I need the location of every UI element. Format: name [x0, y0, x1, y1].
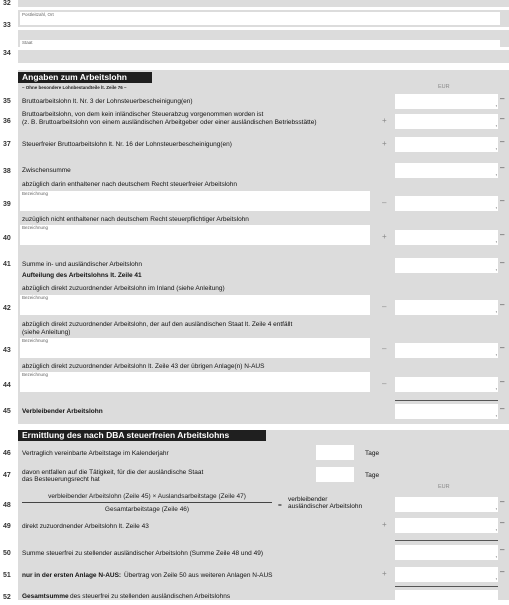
line-number: 47 — [3, 472, 11, 479]
row-heading: nur in der ersten Anlage N-AUS: — [22, 572, 122, 579]
line-number: 35 — [3, 98, 11, 105]
dash: – — [500, 497, 505, 506]
amount-field[interactable]: , — [395, 114, 498, 129]
amount-field[interactable]: , — [395, 163, 498, 178]
amount-field[interactable]: , — [395, 137, 498, 152]
minus-sign: – — [382, 344, 387, 353]
row-text: direkt zuzuordnender Arbeitslohn lt. Zeile 43 — [22, 523, 149, 530]
unit-label: Tage — [365, 472, 380, 479]
row-text: abzüglich direkt zuzuordnender Arbeitslohn im Inland (siehe Anleitung) — [22, 285, 225, 292]
amount-field[interactable]: , — [395, 300, 498, 315]
field-label: Postleitzahl, Ort — [22, 12, 54, 17]
line-number: 42 — [3, 305, 11, 312]
dash: – — [500, 567, 505, 576]
dash: – — [500, 545, 505, 554]
row-text: abzüglich direkt zuzuordnender Arbeitslohn lt. Zeile 43 der übrigen Anlage(n) N-AUS — [22, 363, 265, 370]
line-number: 43 — [3, 347, 11, 354]
dash: – — [500, 94, 505, 103]
line-number: 41 — [3, 261, 11, 268]
row-text: abzüglich direkt zuzuordnender Arbeitslohn, der auf den ausländischen Staat lt. Zeile 4 entfällt — [22, 321, 293, 328]
amount-field[interactable]: , — [395, 196, 498, 211]
description-field[interactable] — [20, 372, 370, 392]
sum-rule — [395, 540, 498, 541]
dash: – — [500, 404, 505, 413]
postal-code-city-field[interactable] — [20, 12, 500, 25]
country-field[interactable] — [20, 40, 500, 48]
row-text: davon entfallen auf die Tätigkeit, für die der ausländische Staat — [22, 469, 204, 476]
row-text: Verbleibender Arbeitslohn — [22, 408, 103, 415]
line-number: 33 — [3, 22, 11, 29]
dash: – — [500, 196, 505, 205]
row-text: verbleibender — [288, 496, 328, 503]
line-number: 32 — [3, 0, 11, 7]
separator — [18, 63, 509, 70]
amount-field[interactable]: , — [395, 497, 498, 512]
line-number: 37 — [3, 141, 11, 148]
separator — [18, 27, 509, 30]
section-subtitle: – Ohne besondere Lohnbestandteile lt. Zeile 76 – — [22, 85, 127, 90]
line-number: 34 — [3, 50, 11, 57]
row-text: ausländischer Arbeitslohn — [288, 503, 363, 510]
row-text: Summe steuerfrei zu stellender ausländischer Arbeitslohn (Summe Zeile 48 und 49) — [22, 550, 263, 557]
plus-sign: + — [382, 569, 387, 578]
dash: – — [500, 114, 505, 123]
line-number: 36 — [3, 118, 11, 125]
line-number: 52 — [3, 594, 11, 601]
field-label: Bezeichnung — [22, 338, 49, 343]
row-text: Bruttoarbeitslohn, von dem kein inländischer Steuerabzug vorgenommen worden ist — [22, 111, 264, 118]
description-field[interactable] — [20, 225, 370, 245]
line-number: 40 — [3, 235, 11, 242]
line-number: 45 — [3, 408, 11, 415]
dash: – — [500, 230, 505, 239]
dash: – — [500, 258, 505, 267]
row-text: (z. B. Bruttoarbeitslohn von einem ausländischen Arbeitgeber oder einer ausländischen Betriebsstätte) — [22, 119, 317, 126]
minus-sign: – — [382, 302, 387, 311]
row-text: zuzüglich nicht enthaltener nach deutschem Recht steuerpflichtiger Arbeitslohn — [22, 216, 249, 223]
section-title: Ermittlung des nach DBA steuerfreien Arbeitslohns — [18, 430, 266, 441]
row-text: Zwischensumme — [22, 167, 71, 174]
field-label: Bezeichnung — [22, 191, 49, 196]
row-text: (siehe Anleitung) — [22, 329, 71, 336]
field-label: Bezeichnung — [22, 225, 49, 230]
line-number: 48 — [3, 502, 11, 509]
plus-sign: + — [382, 520, 387, 529]
sum-rule — [395, 586, 498, 587]
amount-field[interactable]: , — [395, 94, 498, 109]
row-text: Steuerfreier Bruttoarbeitslohn lt. Nr. 16 der Lohnsteuerbescheinigung(en) — [22, 141, 232, 148]
row-text: Übertrag von Zeile 50 aus weiteren Anlagen N-AUS — [124, 572, 273, 579]
equals-sign: = — [278, 502, 282, 509]
section-title: Angaben zum Arbeitslohn — [18, 72, 152, 83]
description-field[interactable] — [20, 338, 370, 358]
row-text: Bruttoarbeitslohn lt. Nr. 3 der Lohnsteuerbescheinigung(en) — [22, 98, 193, 105]
line-number: 44 — [3, 382, 11, 389]
amount-field[interactable]: , — [395, 343, 498, 358]
dash: – — [500, 300, 505, 309]
field-label: Staat — [22, 40, 33, 45]
line-number: 50 — [3, 550, 11, 557]
plus-sign: + — [382, 139, 387, 148]
sum-rule — [395, 400, 498, 401]
minus-sign: – — [382, 379, 387, 388]
dash: – — [500, 163, 505, 172]
line-number: 49 — [3, 523, 11, 530]
currency-label: EUR — [438, 484, 450, 490]
minus-sign: – — [382, 198, 387, 207]
row-text: das Besteuerungsrecht hat — [22, 476, 100, 483]
plus-sign: + — [382, 116, 387, 125]
amount-field[interactable]: , — [395, 404, 498, 419]
amount-field[interactable]: , — [395, 230, 498, 245]
line-number: 38 — [3, 168, 11, 175]
dash: – — [500, 518, 505, 527]
formula-denominator: Gesamtarbeitstage (Zeile 46) — [104, 506, 190, 513]
row-text: Vertraglich vereinbarte Arbeitstage im Kalenderjahr — [22, 450, 169, 457]
amount-field[interactable]: , — [395, 377, 498, 392]
amount-field[interactable]: , — [395, 545, 498, 560]
amount-field[interactable] — [395, 590, 498, 605]
row-text: Summe in- und ausländischer Arbeitslohn — [22, 261, 142, 268]
row-text: abzüglich darin enthaltener nach deutschem Recht steuerfreier Arbeitslohn — [22, 181, 237, 188]
row-heading: Aufteilung des Arbeitslohns lt. Zeile 41 — [22, 272, 142, 279]
field-label: Bezeichnung — [22, 295, 49, 300]
dash: – — [500, 137, 505, 146]
description-field[interactable] — [20, 295, 370, 315]
row-heading: Gesamtsumme — [22, 593, 69, 600]
line-number: 39 — [3, 201, 11, 208]
formula — [22, 493, 272, 517]
line-number: 46 — [3, 450, 11, 457]
amount-field[interactable]: , — [395, 258, 498, 273]
unit-label: Tage — [365, 450, 380, 457]
days-field[interactable] — [316, 467, 354, 482]
dash: – — [500, 377, 505, 386]
days-field[interactable] — [316, 445, 354, 460]
field-label: Bezeichnung — [22, 372, 49, 377]
row-text: des steuerfrei zu stellenden ausländischen Arbeitslohns — [70, 593, 231, 600]
dash: – — [500, 343, 505, 352]
line-number: 51 — [3, 572, 11, 579]
description-field[interactable] — [20, 191, 370, 211]
plus-sign: + — [382, 232, 387, 241]
currency-label: EUR — [438, 84, 450, 90]
amount-field[interactable]: , — [395, 518, 498, 533]
amount-field[interactable]: , — [395, 567, 498, 582]
separator — [18, 7, 509, 10]
formula-numerator: verbleibender Arbeitslohn (Zeile 45) × Auslandsarbeitstage (Zeile 47) — [22, 493, 272, 503]
